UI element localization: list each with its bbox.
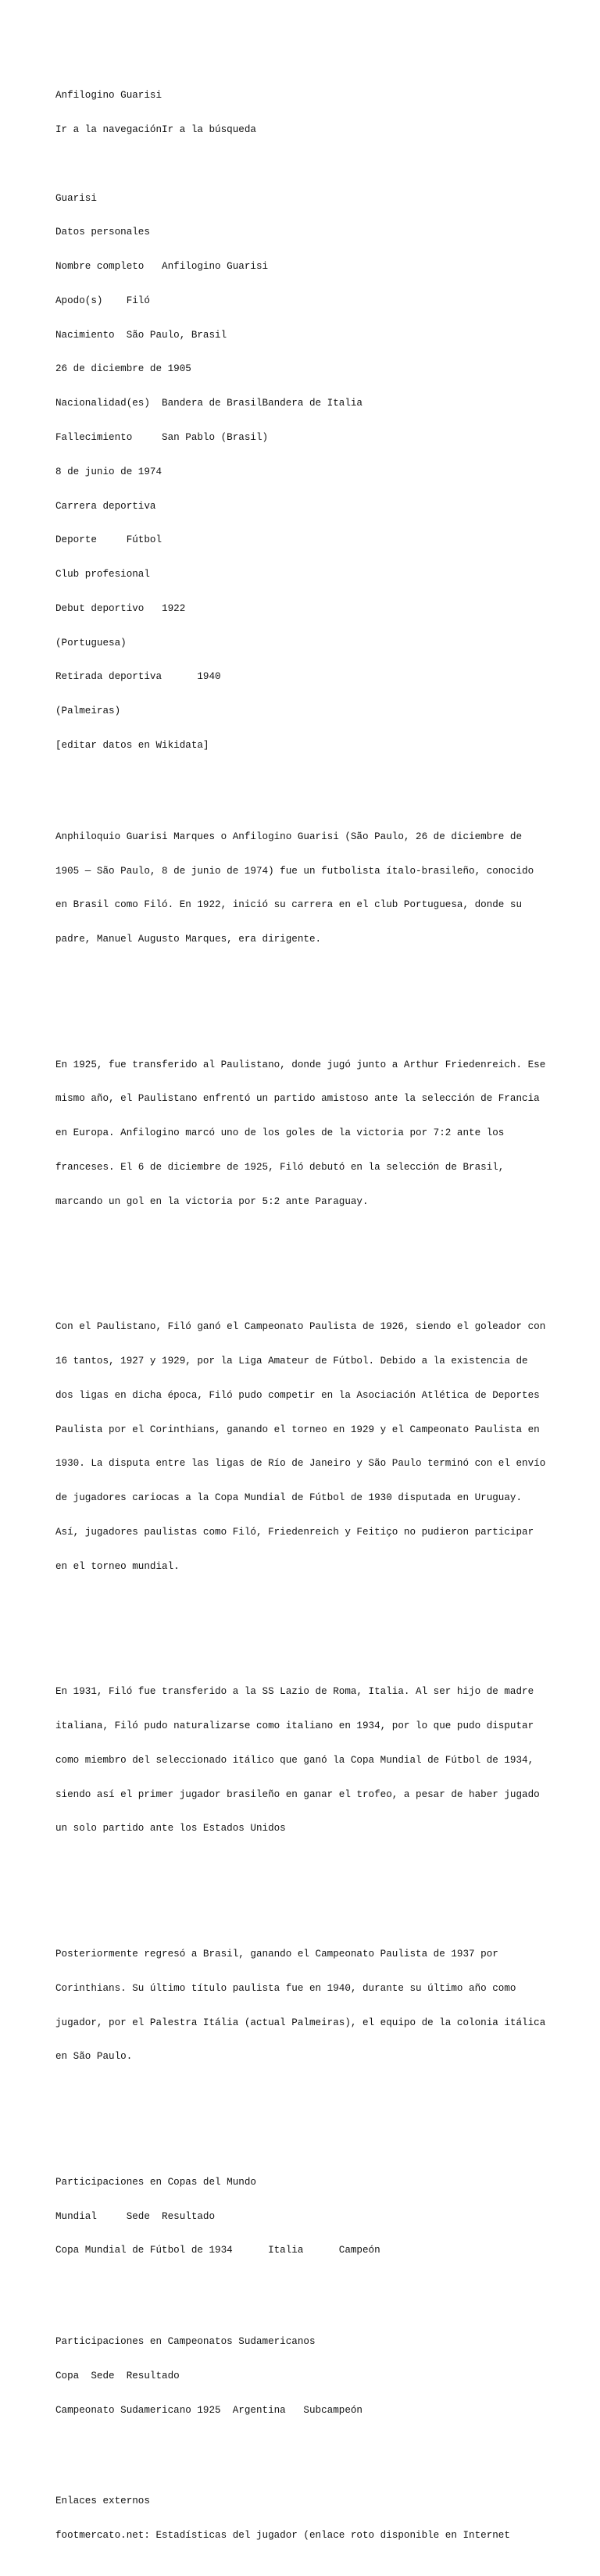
paragraph-line: padre, Manuel Augusto Marques, era dirigente.	[55, 934, 322, 945]
infobox-section-club: Club profesional	[55, 569, 150, 581]
paragraph-line: en São Paulo.	[55, 2051, 133, 2063]
infobox-section-personal: Datos personales	[55, 227, 150, 238]
sudamericano-heading: Participaciones en Campeonatos Sudamericanos	[55, 2336, 316, 2348]
infobox-nationality: Nacionalidad(es) Bandera de BrasilBandera de Italia	[55, 398, 362, 409]
paragraph-spacer	[55, 2108, 571, 2120]
infobox-nickname: Apodo(s) Filó	[55, 295, 150, 306]
paragraph-line: En 1931, Filó fue transferido a la SS Lazio de Roma, Italia. Al ser hijo de madre	[55, 1686, 534, 1698]
paragraph-line: franceses. El 6 de diciembre de 1925, Filó debutó en la selección de Brasil,	[55, 1162, 505, 1173]
paragraph-line: en Europa. Anfilogino marcó uno de los goles de la victoria por 7:2 ante los	[55, 1127, 505, 1139]
infobox-section-career: Carrera deportiva	[55, 500, 156, 512]
infobox-death-date: 8 de junio de 1974	[55, 466, 162, 477]
paragraph-line: mismo año, el Paulistano enfrentó un partido amistoso ante la selección de Francia	[55, 1093, 540, 1105]
external-link-footmercato[interactable]: footmercato.net: Estadísticas del jugador (enlace roto disponible en Internet	[55, 2530, 510, 2542]
paragraph-line: Así, jugadores paulistas como Filó, Friedenreich y Feitiço no pudieron participar	[55, 1527, 534, 1538]
world-cup-heading: Participaciones en Copas del Mundo	[55, 2176, 256, 2188]
document-page	[55, 67, 571, 2576]
infobox-death-place: Fallecimiento San Pablo (Brasil)	[55, 432, 269, 443]
paragraph-spacer	[55, 1618, 571, 1630]
paragraph-line: siendo así el primer jugador brasileño en ganar el trofeo, a pesar de haber jugado	[55, 1788, 540, 1800]
infobox-retirement-club: (Palmeiras)	[55, 706, 121, 717]
paragraph-line: en Brasil como Filó. En 1922, inició su carrera en el club Portuguesa, donde su	[55, 899, 523, 911]
sudamericano-row[interactable]: Campeonato Sudamericano 1925 Argentina Subcampeón	[55, 2404, 362, 2416]
paragraph-line: 16 tantos, 1927 y 1929, por la Liga Amateur de Fútbol. Debido a la existencia de	[55, 1356, 528, 1367]
paragraph-line: 1905 — São Paulo, 8 de junio de 1974) fue un futbolista ítalo-brasileño, conocido	[55, 865, 534, 877]
infobox-debut: Debut deportivo 1922	[55, 602, 186, 614]
paragraph-line: En 1925, fue transferido al Paulistano, donde jugó junto a Arthur Friedenreich. Ese	[55, 1059, 546, 1070]
external-links-heading: Enlaces externos	[55, 2496, 150, 2507]
paragraph-line: jugador, por el Palestra Itália (actual Palmeiras), el equipo de la colonia itálica	[55, 2017, 546, 2028]
world-cup-header-row: Mundial Sede Resultado	[55, 2210, 216, 2222]
paragraph-line: un solo partido ante los Estados Unidos	[55, 1823, 286, 1835]
infobox-retirement: Retirada deportiva 1940	[55, 671, 221, 683]
paragraph-1925	[55, 1036, 571, 1230]
navigation-links[interactable]: Ir a la navegaciónIr a la búsqueda	[55, 123, 256, 135]
paragraph-spacer	[55, 991, 571, 1002]
paragraph-later-career	[55, 1926, 571, 2085]
world-cup-row[interactable]: Copa Mundial de Fútbol de 1934 Italia Campeón	[55, 2245, 380, 2256]
infobox-birthplace: Nacimiento São Paulo, Brasil	[55, 329, 227, 341]
infobox-birthdate: 26 de diciembre de 1905	[55, 363, 191, 375]
edit-wikidata-link[interactable]: [editar datos en Wikidata]	[55, 740, 209, 752]
sudamericano-header-row: Copa Sede Resultado	[55, 2370, 180, 2381]
sudamericano-table	[55, 2313, 571, 2439]
paragraph-line: marcando un gol en la victoria por 5:2 ante Paraguay.	[55, 1195, 369, 1207]
paragraph-line: Posteriormente regresó a Brasil, ganando el Campeonato Paulista de 1937 por	[55, 1948, 498, 1960]
paragraph-paulistano	[55, 1299, 571, 1595]
infobox-full-name: Nombre completo Anfilogino Guarisi	[55, 261, 269, 273]
paragraph-line: Con el Paulistano, Filó ganó el Campeonato Paulista de 1926, siendo el goleador con	[55, 1321, 546, 1333]
infobox-name: Guarisi	[55, 192, 97, 204]
page-title: Anfilogino Guarisi	[55, 90, 162, 102]
infobox	[55, 170, 571, 774]
paragraph-line: 1930. La disputa entre las ligas de Río de Janeiro y São Paulo terminó con el envío	[55, 1458, 546, 1470]
paragraph-line: italiana, Filó pudo naturalizarse como italiano en 1934, por lo que pudo disputar	[55, 1720, 534, 1732]
paragraph-spacer	[55, 1880, 571, 1892]
paragraph-line: Paulista por el Corinthians, ganando el torneo en 1929 y el Campeonato Paulista en	[55, 1424, 540, 1435]
paragraph-spacer	[55, 1253, 571, 1265]
paragraph-intro	[55, 809, 571, 968]
paragraph-line: Corinthians. Su último título paulista fue en 1940, durante su último año como	[55, 1982, 516, 1994]
infobox-debut-club: (Portuguesa)	[55, 637, 127, 648]
external-links-section	[55, 2473, 571, 2564]
paragraph-line: de jugadores cariocas a la Copa Mundial de Fútbol de 1930 disputada en Uruguay.	[55, 1492, 523, 1504]
paragraph-line: Anphiloquio Guarisi Marques o Anfilogino Guarisi (São Paulo, 26 de diciembre de	[55, 831, 523, 842]
paragraph-line: como miembro del seleccionado itálico que ganó la Copa Mundial de Fútbol de 1934,	[55, 1754, 534, 1766]
infobox-sport: Deporte Fútbol	[55, 534, 162, 546]
paragraph-1931	[55, 1663, 571, 1857]
paragraph-line: en el torneo mundial.	[55, 1560, 180, 1572]
paragraph-line: dos ligas en dicha época, Filó pudo competir en la Asociación Atlética de Deportes	[55, 1389, 540, 1401]
world-cup-table	[55, 2154, 571, 2280]
